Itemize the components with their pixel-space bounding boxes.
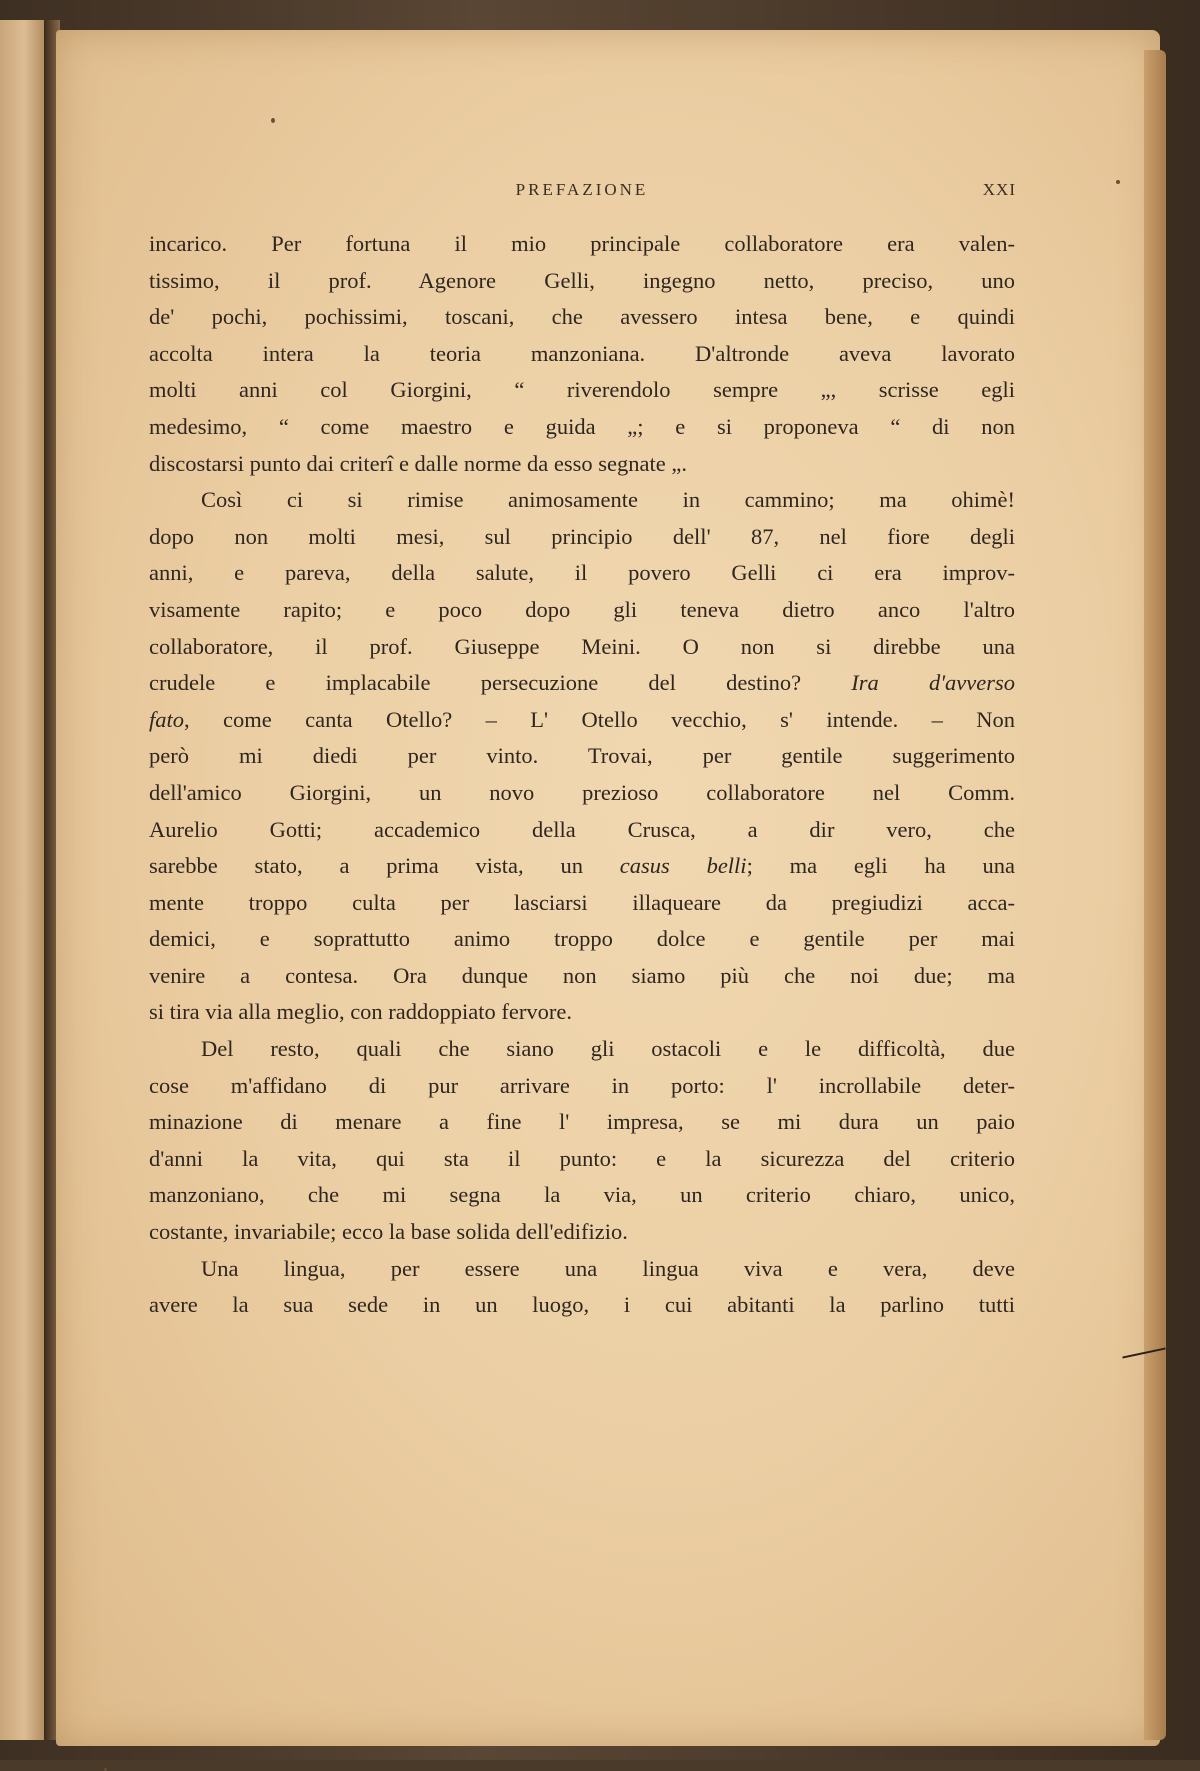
facing-page-edge xyxy=(0,20,47,1740)
book-page xyxy=(56,30,1160,1746)
text-line: minazione di menare a fine l' impresa, se mi dura un paio xyxy=(149,1109,1015,1135)
text-line: Una lingua, per essere una lingua viva e vera, deve xyxy=(201,1255,1015,1281)
running-head xyxy=(148,180,1016,210)
text-line: dell'amico Giorgini, un novo prezioso collaboratore nel Comm. xyxy=(149,779,1015,805)
text-line: fato, come canta Otello? – L' Otello vecchio, s' intende. – Non xyxy=(149,706,1015,732)
text-line: Del resto, quali che siano gli ostacoli e le difficoltà, due xyxy=(201,1036,1015,1062)
text-line: molti anni col Giorgini, “ riverendolo sempre „, scrisse egli xyxy=(149,377,1015,403)
text-line: medesimo, “ come maestro e guida „; e si proponeva “ di non xyxy=(149,413,1015,439)
text-line: incarico. Per fortuna il mio principale collaboratore era valen- xyxy=(149,231,1015,256)
text-line: d'anni la vita, qui sta il punto: e la sicurezza del criterio xyxy=(149,1145,1015,1171)
page-number: XXI xyxy=(982,180,1016,199)
body-text xyxy=(149,226,1015,1324)
text-line: Aurelio Gotti; accademico della Crusca, a dir vero, che xyxy=(149,816,1015,842)
text-line: sarebbe stato, a prima vista, un casus belli; ma egli ha una xyxy=(149,853,1015,879)
text-line: venire a contesa. Ora dunque non siamo più che noi due; ma xyxy=(149,962,1015,988)
text-line: demici, e soprattutto animo troppo dolce e gentile per mai xyxy=(149,926,1015,952)
paper-speck xyxy=(271,118,275,123)
text-line: anni, e pareva, della salute, il povero Gelli ci era improv- xyxy=(149,560,1015,586)
text-line: collaboratore, il prof. Giuseppe Meini. O non si direbbe una xyxy=(149,633,1015,659)
text-line: manzoniano, che mi segna la via, un criterio chiaro, unico, xyxy=(149,1182,1015,1208)
text-line: accolta intera la teoria manzoniana. D'altronde aveva lavorato xyxy=(149,340,1015,366)
paper-speck xyxy=(1116,180,1120,184)
text-line: cose m'affidano di pur arrivare in porto: l' incrollabile deter- xyxy=(149,1072,1015,1098)
text-line: mente troppo culta per lasciarsi illaqueare da pregiudizi acca- xyxy=(149,889,1015,915)
text-line: Così ci si rimise animosamente in cammino; ma ohimè! xyxy=(201,487,1015,513)
text-line: de' pochi, pochissimi, toscani, che avessero intesa bene, e quindi xyxy=(149,304,1015,330)
text-line: visamente rapito; e poco dopo gli teneva dietro anco l'altro xyxy=(149,596,1015,622)
text-line: costante, invariabile; ecco la base solida dell'edifizio. xyxy=(149,1219,628,1245)
text-line: però mi diedi per vinto. Trovai, per gentile suggerimento xyxy=(149,743,1015,769)
text-line: avere la sua sede in un luogo, i cui abitanti la parlino tutti xyxy=(149,1292,1015,1318)
text-line: discostarsi punto dai criterî e dalle norme da esso segnate „. xyxy=(149,450,687,476)
text-line: crudele e implacabile persecuzione del destino? Ira d'avverso xyxy=(149,670,1015,696)
page-fore-edge xyxy=(1144,50,1166,1740)
running-head-title: PREFAZIONE xyxy=(515,180,649,199)
text-line: si tira via alla meglio, con raddoppiato fervore. xyxy=(149,999,572,1025)
text-line: dopo non molti mesi, sul principio dell' 87, nel fiore degli xyxy=(149,523,1015,549)
text-line: tissimo, il prof. Agenore Gelli, ingegno netto, preciso, uno xyxy=(149,267,1015,293)
